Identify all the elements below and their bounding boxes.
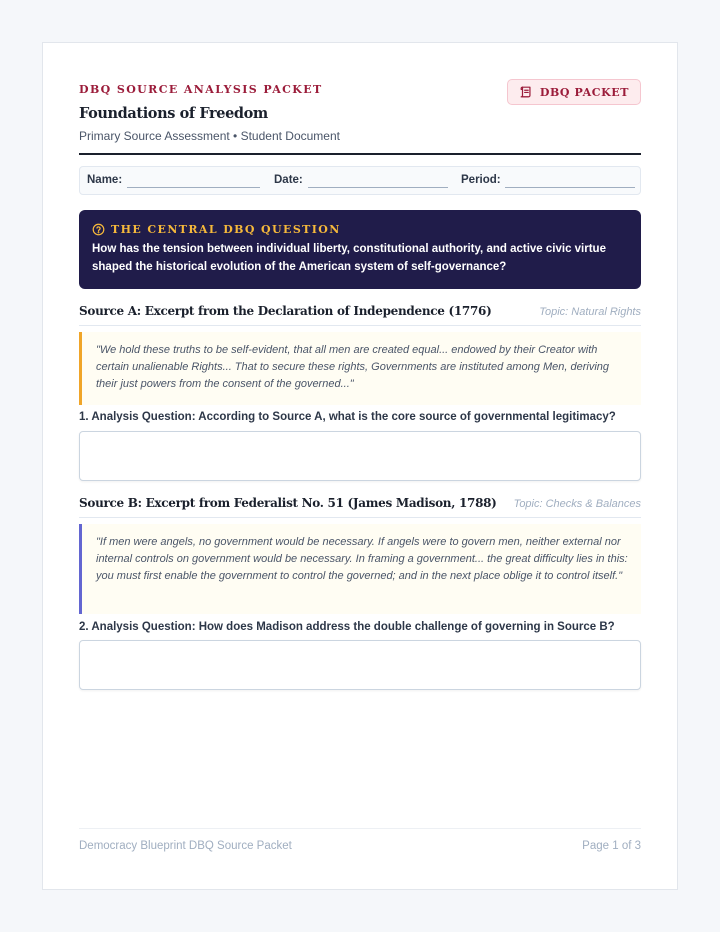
name-field[interactable] <box>127 187 260 188</box>
packet-kicker: DBQ SOURCE ANALYSIS PACKET <box>79 83 323 96</box>
question-circle-icon <box>92 223 105 236</box>
central-question-title: THE CENTRAL DBQ QUESTION <box>111 223 341 236</box>
period-label: Period: <box>461 174 501 186</box>
source-a-title: Source A: Excerpt from the Declaration of Independence (1776) <box>79 304 492 318</box>
source-a-topic: Topic: Natural Rights <box>539 306 641 318</box>
page-title: Foundations of Freedom <box>79 105 268 122</box>
page-subtitle: Primary Source Assessment • Student Document <box>79 129 340 143</box>
source-b-title: Source B: Excerpt from Federalist No. 51 (James Madison, 1788) <box>79 496 497 510</box>
document-page <box>42 42 678 890</box>
page-footer <box>79 828 641 852</box>
student-info-row <box>79 166 641 195</box>
source-b-topic: Topic: Checks & Balances <box>513 498 641 510</box>
question-1: 1. Analysis Question: According to Source A, what is the core source of governmental legitimacy? <box>79 411 616 423</box>
date-field[interactable] <box>308 187 448 188</box>
answer-box-2[interactable] <box>79 640 641 690</box>
dbq-packet-badge <box>507 79 641 105</box>
date-label: Date: <box>274 174 303 186</box>
badge-label: DBQ PACKET <box>539 85 629 99</box>
scroll-icon <box>519 85 533 99</box>
question-2: 2. Analysis Question: How does Madison address the double challenge of governing in Source B? <box>79 621 615 633</box>
central-question-heading <box>92 223 628 236</box>
footer-packet-name: Democracy Blueprint DBQ Source Packet <box>79 840 292 852</box>
source-a-quote: "We hold these truths to be self-evident, that all men are created equal... endowed by their Creator with certain unalienable Rights... That to secure these rights, Governments are instituted among Men, deriving their just powers from the consent of the governed..." <box>79 332 641 405</box>
period-field[interactable] <box>505 187 635 188</box>
source-b-quote: "If men were angels, no government would be necessary. If angels were to govern men, neither external nor internal controls on government would be necessary. In framing a government... the great difficulty lies in this: you must first enable the government to control the governed; and in the next place oblige it to control itself." <box>79 524 641 614</box>
source-a-header <box>79 302 641 326</box>
answer-box-1[interactable] <box>79 431 641 481</box>
footer-page-number: Page 1 of 3 <box>582 840 641 852</box>
central-question-box <box>79 210 641 289</box>
document-header <box>79 83 641 155</box>
central-question-text: How has the tension between individual liberty, constitutional authority, and active civic virtue shaped the historical evolution of the American system of self-governance? <box>92 243 606 273</box>
name-label: Name: <box>87 174 123 186</box>
source-b-header <box>79 494 641 518</box>
